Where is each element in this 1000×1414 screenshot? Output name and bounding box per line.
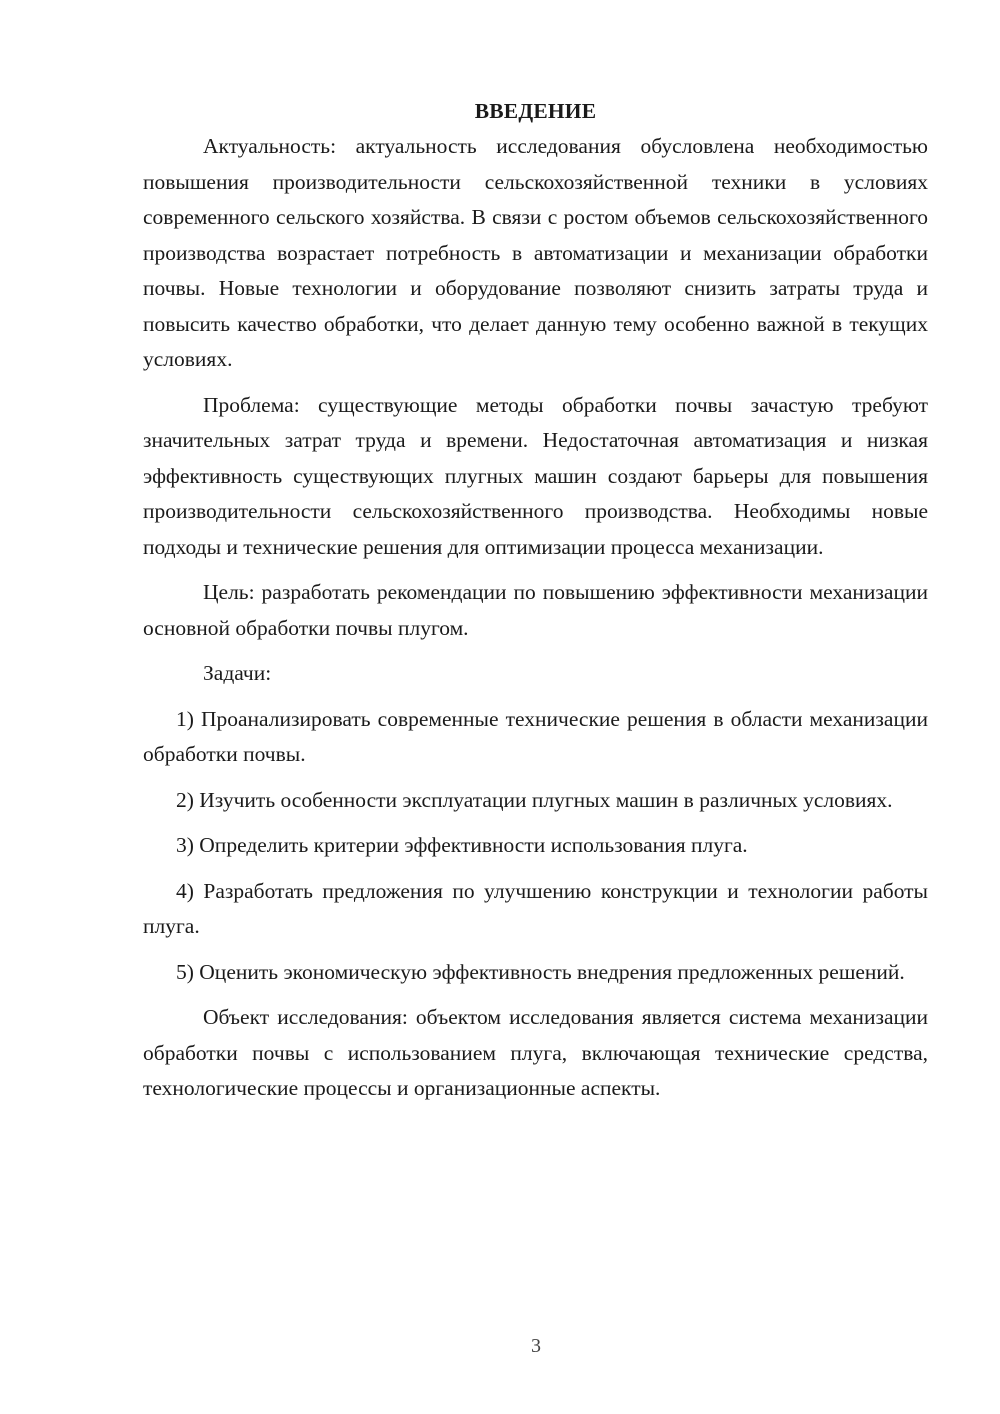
paragraph-relevance: Актуальность: актуальность исследования обусловлена необходимостью повышения производительности сельскохозяйственной техники в условиях современного сельского хозяйства. В связи с ростом объемов сельскохозяйственного производства возрастает потребность в автоматизации и механизации обработки почвы. Новые технологии и оборудование позволяют снизить затраты труда и повысить качество обработки, что делает данную тему особенно важной в текущих условиях. [143, 134, 928, 371]
task-item: 5) Оценить экономическую эффективность внедрения предложенных решений. [176, 959, 905, 984]
tasks-list [143, 702, 928, 991]
page-content [143, 93, 928, 1107]
section-title: ВВЕДЕНИЕ [474, 99, 597, 123]
task-item: 4) Разработать предложения по улучшению конструкции и технологии работы плуга. [143, 878, 928, 938]
tasks-heading: Задачи: [203, 661, 272, 685]
paragraph-problem: Проблема: существующие методы обработки почвы зачастую требуют значительных затрат труда и времени. Недостаточная автоматизация и низкая эффективность существующих плугных машин создают барьеры для повышения производительности сельскохозяйственного производства. Необходимы новые подходы и технические решения для оптимизации процесса механизации. [143, 392, 928, 559]
task-item: 3) Определить критерии эффективности использования плуга. [176, 833, 748, 857]
task-item: 2) Изучить особенности эксплуатации плугных машин в различных условиях. [176, 787, 893, 812]
task-item: 1) Проанализировать современные технические решения в области механизации обработки почвы. [143, 706, 928, 766]
paragraph-object: Объект исследования: объектом исследования является система механизации обработки почвы с использованием плуга, включающая технические средства, технологические процессы и организационные аспекты. [143, 1005, 928, 1100]
paragraph-goal: Цель: разработать рекомендации по повышению эффективности механизации основной обработки почвы плугом. [143, 580, 928, 640]
page-number: 3 [531, 1335, 541, 1357]
